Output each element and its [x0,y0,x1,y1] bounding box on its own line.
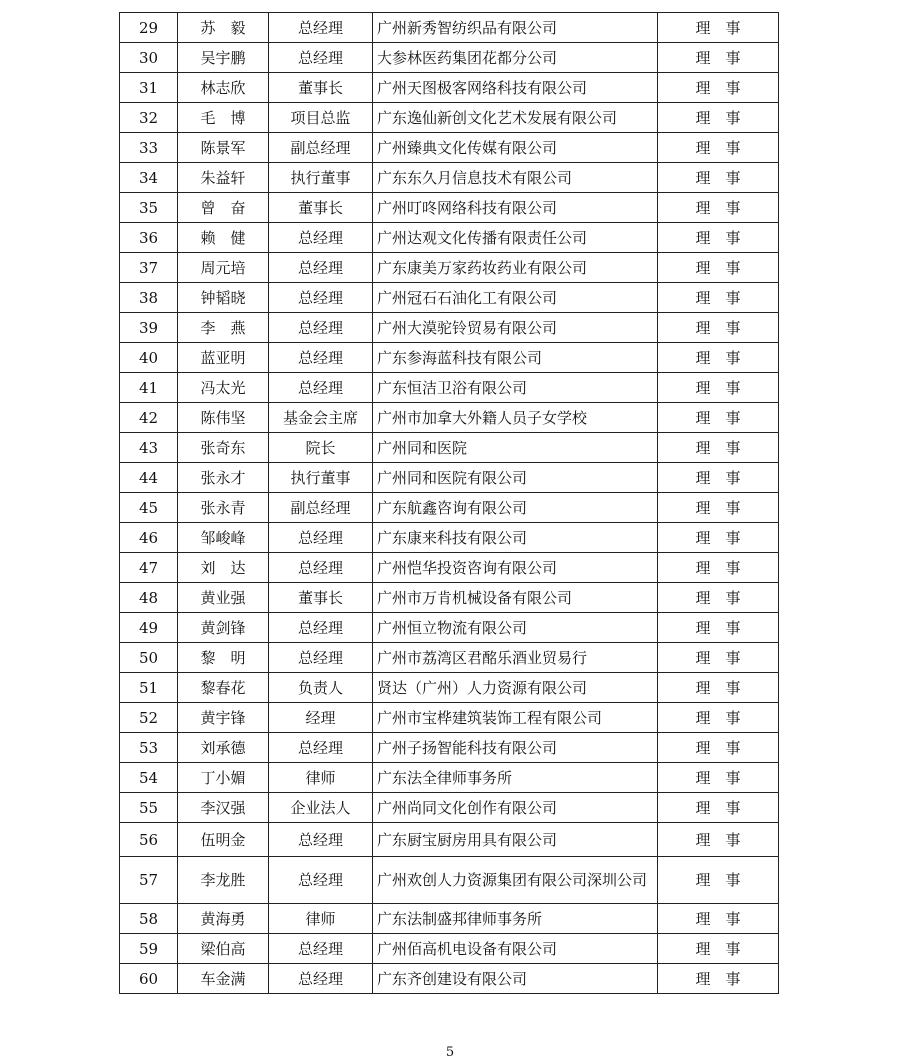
table-row [120,253,779,283]
row-number: 57 [120,857,178,904]
table-row [120,934,779,964]
member-title: 基金会主席 [269,403,373,433]
member-name: 车金满 [178,964,269,994]
table-row [120,493,779,523]
member-role: 理 事 [658,493,779,523]
table-row [120,163,779,193]
row-number: 44 [120,463,178,493]
member-title: 总经理 [269,43,373,73]
member-company: 广东航鑫咨询有限公司 [373,493,658,523]
member-role: 理 事 [658,823,779,857]
table-row [120,673,779,703]
member-role: 理 事 [658,733,779,763]
member-company: 广州同和医院 [373,433,658,463]
member-role: 理 事 [658,223,779,253]
member-name: 张永青 [178,493,269,523]
member-title: 执行董事 [269,163,373,193]
table-row [120,643,779,673]
member-title: 总经理 [269,823,373,857]
member-company: 广州新秀智纺织品有限公司 [373,13,658,43]
member-name: 张永才 [178,463,269,493]
member-title: 副总经理 [269,493,373,523]
member-name: 钟韬晓 [178,283,269,313]
table-row [120,73,779,103]
member-company: 广东恒洁卫浴有限公司 [373,373,658,403]
table-row [120,763,779,793]
row-number: 43 [120,433,178,463]
member-company: 广州子扬智能科技有限公司 [373,733,658,763]
member-title: 总经理 [269,613,373,643]
table-row [120,523,779,553]
table-row [120,193,779,223]
table-row [120,313,779,343]
member-title: 总经理 [269,283,373,313]
member-company: 广州市万肯机械设备有限公司 [373,583,658,613]
member-title: 院长 [269,433,373,463]
member-company: 广州叮咚网络科技有限公司 [373,193,658,223]
member-title: 总经理 [269,343,373,373]
row-number: 58 [120,904,178,934]
member-name: 邹峻峰 [178,523,269,553]
member-role: 理 事 [658,613,779,643]
member-role: 理 事 [658,763,779,793]
row-number: 34 [120,163,178,193]
member-company: 广东康美万家药妆药业有限公司 [373,253,658,283]
member-company: 广州同和医院有限公司 [373,463,658,493]
table-row [120,733,779,763]
member-name: 梁伯高 [178,934,269,964]
member-title: 总经理 [269,857,373,904]
row-number: 49 [120,613,178,643]
member-role: 理 事 [658,43,779,73]
member-role: 理 事 [658,793,779,823]
member-name: 张奇东 [178,433,269,463]
member-company: 广州冠石石油化工有限公司 [373,283,658,313]
table-row [120,43,779,73]
member-company: 广东逸仙新创文化艺术发展有限公司 [373,103,658,133]
member-title: 企业法人 [269,793,373,823]
row-number: 50 [120,643,178,673]
table-row [120,823,779,857]
member-name: 黎 明 [178,643,269,673]
table-row [120,793,779,823]
member-company: 广东厨宝厨房用具有限公司 [373,823,658,857]
member-name: 刘承德 [178,733,269,763]
member-company: 广州天图极客网络科技有限公司 [373,73,658,103]
member-company: 广州市荔湾区君酩乐酒业贸易行 [373,643,658,673]
row-number: 56 [120,823,178,857]
row-number: 31 [120,73,178,103]
member-company: 广东齐创建设有限公司 [373,964,658,994]
member-name: 周元培 [178,253,269,283]
member-title: 董事长 [269,193,373,223]
member-company: 广州尚同文化创作有限公司 [373,793,658,823]
member-name: 蓝亚明 [178,343,269,373]
member-role: 理 事 [658,463,779,493]
member-role: 理 事 [658,433,779,463]
member-role: 理 事 [658,857,779,904]
member-role: 理 事 [658,403,779,433]
member-name: 冯太光 [178,373,269,403]
member-role: 理 事 [658,934,779,964]
member-role: 理 事 [658,643,779,673]
member-company: 广东康来科技有限公司 [373,523,658,553]
row-number: 46 [120,523,178,553]
member-title: 负责人 [269,673,373,703]
member-name: 黎春花 [178,673,269,703]
row-number: 37 [120,253,178,283]
member-company: 广东东久月信息技术有限公司 [373,163,658,193]
member-title: 总经理 [269,934,373,964]
member-name: 赖 健 [178,223,269,253]
member-company: 广州欢创人力资源集团有限公司深圳公司 [373,857,658,904]
table-row [120,583,779,613]
member-title: 律师 [269,763,373,793]
member-company: 广东法全律师事务所 [373,763,658,793]
member-role: 理 事 [658,13,779,43]
table-row [120,904,779,934]
member-name: 林志欣 [178,73,269,103]
member-name: 黄剑锋 [178,613,269,643]
member-name: 黄业强 [178,583,269,613]
row-number: 54 [120,763,178,793]
row-number: 39 [120,313,178,343]
row-number: 30 [120,43,178,73]
member-name: 刘 达 [178,553,269,583]
table-row [120,343,779,373]
table-row [120,103,779,133]
page-number: 5 [445,1045,455,1060]
row-number: 48 [120,583,178,613]
member-title: 总经理 [269,253,373,283]
member-role: 理 事 [658,553,779,583]
member-role: 理 事 [658,523,779,553]
member-name: 朱益轩 [178,163,269,193]
member-name: 李 燕 [178,313,269,343]
member-role: 理 事 [658,673,779,703]
member-role: 理 事 [658,904,779,934]
table-row [120,553,779,583]
member-company: 广州市宝桦建筑装饰工程有限公司 [373,703,658,733]
member-company: 广东法制盛邦律师事务所 [373,904,658,934]
member-title: 项目总监 [269,103,373,133]
row-number: 42 [120,403,178,433]
table-row [120,373,779,403]
row-number: 40 [120,343,178,373]
member-name: 黄宇锋 [178,703,269,733]
member-role: 理 事 [658,373,779,403]
row-number: 33 [120,133,178,163]
member-title: 董事长 [269,583,373,613]
member-title: 总经理 [269,964,373,994]
member-role: 理 事 [658,73,779,103]
member-role: 理 事 [658,583,779,613]
member-role: 理 事 [658,964,779,994]
row-number: 38 [120,283,178,313]
member-title: 总经理 [269,553,373,583]
member-title: 总经理 [269,313,373,343]
table-row [120,133,779,163]
row-number: 51 [120,673,178,703]
member-name: 李龙胜 [178,857,269,904]
member-name: 毛 博 [178,103,269,133]
member-table [119,12,779,994]
member-name: 苏 毅 [178,13,269,43]
member-company: 大参林医药集团花都分公司 [373,43,658,73]
member-name: 伍明金 [178,823,269,857]
member-company: 贤达（广州）人力资源有限公司 [373,673,658,703]
row-number: 55 [120,793,178,823]
member-name: 丁小媚 [178,763,269,793]
row-number: 47 [120,553,178,583]
table-row [120,463,779,493]
row-number: 36 [120,223,178,253]
table-row [120,613,779,643]
member-role: 理 事 [658,283,779,313]
member-role: 理 事 [658,133,779,163]
member-title: 经理 [269,703,373,733]
member-role: 理 事 [658,103,779,133]
table-row [120,403,779,433]
member-role: 理 事 [658,313,779,343]
table-row [120,283,779,313]
member-company: 广州臻典文化传媒有限公司 [373,133,658,163]
member-title: 副总经理 [269,133,373,163]
member-title: 执行董事 [269,463,373,493]
member-role: 理 事 [658,193,779,223]
row-number: 41 [120,373,178,403]
member-company: 广州恺华投资咨询有限公司 [373,553,658,583]
table-row [120,964,779,994]
row-number: 52 [120,703,178,733]
table-row [120,223,779,253]
member-name: 陈伟坚 [178,403,269,433]
table-row [120,703,779,733]
member-company: 广州佰高机电设备有限公司 [373,934,658,964]
member-title: 律师 [269,904,373,934]
member-name: 吴宇鹏 [178,43,269,73]
row-number: 59 [120,934,178,964]
member-company: 广州达观文化传播有限责任公司 [373,223,658,253]
row-number: 45 [120,493,178,523]
row-number: 32 [120,103,178,133]
member-title: 董事长 [269,73,373,103]
member-company: 广州市加拿大外籍人员子女学校 [373,403,658,433]
row-number: 53 [120,733,178,763]
member-role: 理 事 [658,253,779,283]
member-company: 广东参海蓝科技有限公司 [373,343,658,373]
table-row [120,13,779,43]
member-role: 理 事 [658,163,779,193]
member-name: 陈景军 [178,133,269,163]
row-number: 29 [120,13,178,43]
member-title: 总经理 [269,523,373,553]
member-name: 曾 奋 [178,193,269,223]
table-row [120,433,779,463]
member-table-body [120,13,779,994]
member-title: 总经理 [269,643,373,673]
row-number: 60 [120,964,178,994]
member-company: 广州大漠驼铃贸易有限公司 [373,313,658,343]
row-number: 35 [120,193,178,223]
table-row [120,857,779,904]
member-name: 李汉强 [178,793,269,823]
member-title: 总经理 [269,223,373,253]
member-title: 总经理 [269,373,373,403]
member-title: 总经理 [269,733,373,763]
member-role: 理 事 [658,343,779,373]
member-role: 理 事 [658,703,779,733]
member-title: 总经理 [269,13,373,43]
member-name: 黄海勇 [178,904,269,934]
member-company: 广州恒立物流有限公司 [373,613,658,643]
